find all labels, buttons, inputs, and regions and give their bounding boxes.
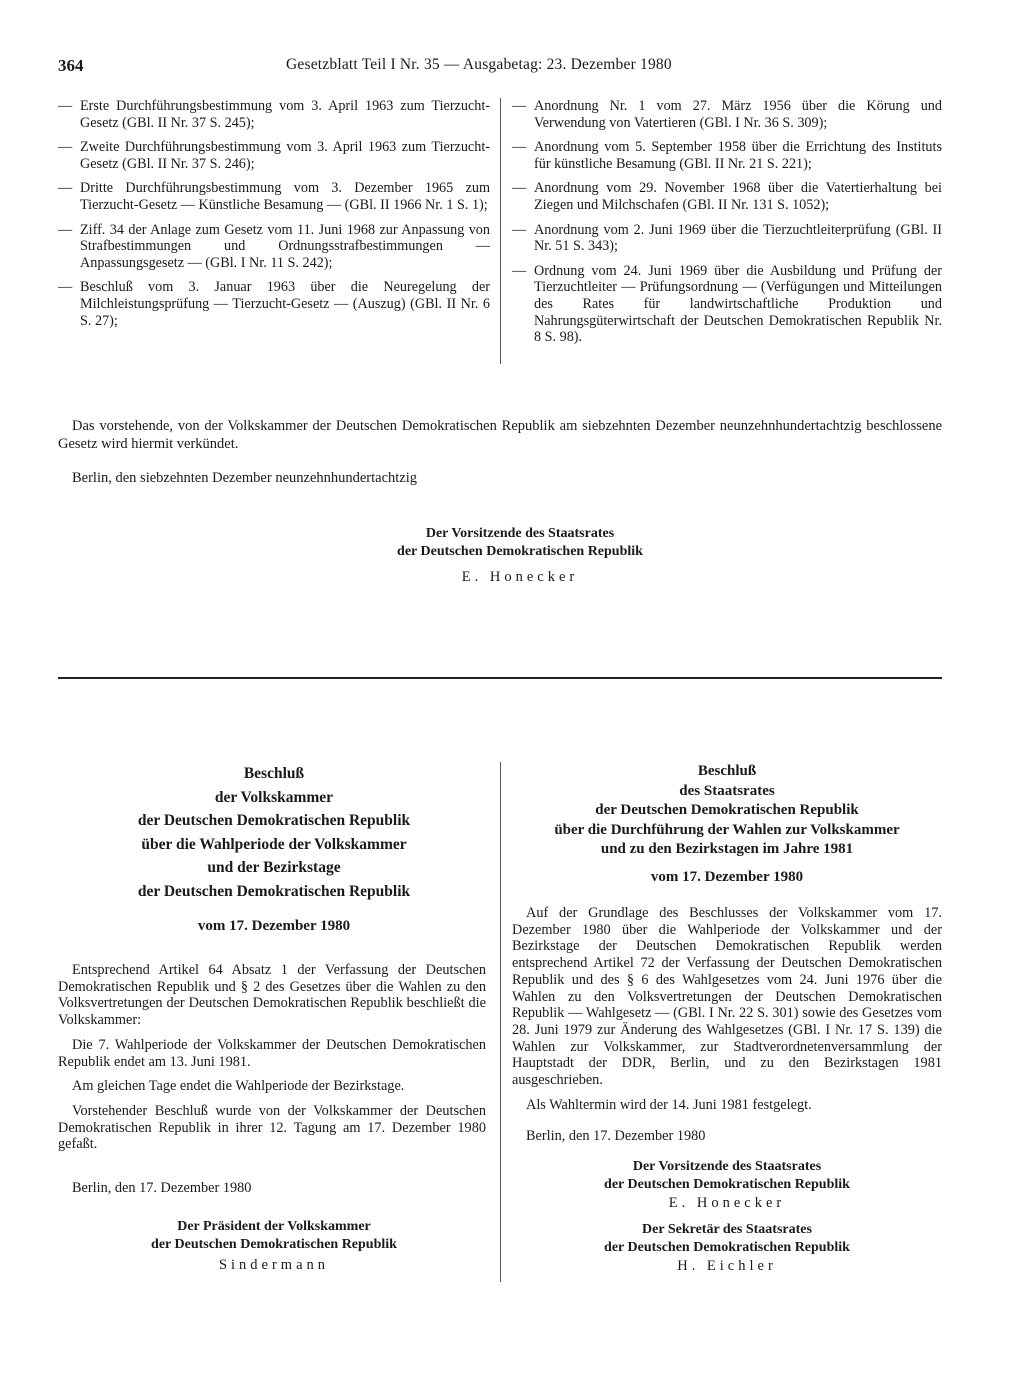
list-item: — Ordnung vom 24. Juni 1969 über die Ausbildung und Prüfung der Tierzuchtleiter — Prüfungsordnung — (Verfügungen und Mitteilungen des Rates für landwirtschaftliche Produktion und Nahrungsgüterwirtschaft der Deutschen Demokratischen Republik Nr. 8 S. 98). <box>512 262 942 346</box>
page-number: 364 <box>58 56 84 75</box>
running-head: Gesetzblatt Teil I Nr. 35 — Ausgabetag: 23. Dezember 1980 <box>286 56 672 73</box>
column-divider-top <box>500 98 501 364</box>
list-item: — Dritte Durchführungsbestimmung vom 3. Dezember 1965 zum Tierzucht-Gesetz — Künstliche Besamung — (GBl. II 1966 Nr. 1 S. 1); <box>58 180 490 213</box>
proclamation-place-date: Berlin, den siebzehnten Dezember neunzehnhundertachtzig <box>72 470 418 486</box>
list-item: — Anordnung vom 2. Juni 1969 über die Tierzuchtleiterprüfung (GBl. II Nr. 51 S. 343); <box>512 221 942 255</box>
column-divider-bottom <box>500 762 501 1282</box>
left-decision-date: vom 17. Dezember 1980 <box>197 918 351 934</box>
left-decision-place-date: Berlin, den 17. Dezember 1980 <box>72 1180 252 1196</box>
right-decision-signer2-title: Der Sekretär des Staatsrates der Deutschen Demokratischen Republik <box>604 1222 850 1255</box>
right-decision-date: vom 17. Dezember 1980 <box>650 869 804 885</box>
section-divider <box>58 677 942 679</box>
list-item: — Zweite Durchführungsbestimmung vom 3. April 1963 zum Tierzucht-Gesetz (GBl. II Nr. 37 S. 246); <box>58 139 490 172</box>
left-decision-signer-title: Der Präsident der Volkskammer der Deutschen Demokratischen Republik <box>151 1219 397 1252</box>
proclamation-signer-title: Der Vorsitzende des Staatsrates der Deutschen Demokratischen Republik <box>397 526 643 559</box>
left-decision-body: Entsprechend Artikel 64 Absatz 1 der Verfassung der Deutschen Demokratischen Republik und § 2 des Gesetzes über die Wahlen zu den Volksvertretungen der Deutschen Demokratischen Republik beschließt die Volkskammer: Die 7. Wahlperiode der Volkskammer der Deutschen Demokratischen Republik endet am 13. Juni 1981. Am gleichen Tage endet die Wahlperiode der Bezirkstage. Vorstehender Beschluß wurde von der Volkskammer der Deutschen Demokratischen Republik in ihrer 12. Tagung am 17. Dezember 1980 gefaßt. <box>58 962 486 1153</box>
list-item: — Anordnung Nr. 1 vom 27. März 1956 über die Körung und Verwendung von Vatertieren (GBl. I Nr. 36 S. 309); <box>512 98 942 131</box>
left-decision-title: Beschluß der Volkskammer der Deutschen Demokratischen Republik über die Wahlperiode der Volkskammer und der Bezirkstage der Deutschen Demokratischen Republik <box>137 765 411 900</box>
right-decision-signer2-name: H. Eichler <box>677 1258 777 1274</box>
list-item: — Beschluß vom 3. Januar 1963 über die Neuregelung der Milchleistungsprüfung — Tierzucht-Gesetz — (Auszug) (GBl. II Nr. 6 S. 27); <box>58 279 490 329</box>
list-item: — Anordnung vom 5. September 1958 über die Errichtung des Instituts für künstliche Besamung (GBl. II Nr. 21 S. 221); <box>512 139 942 172</box>
right-decision-body: Auf der Grundlage des Beschlusses der Volkskammer vom 17. Dezember 1980 über die Wahlperiode der Volkskammer und der Bezirkstage der Deutschen Demokratischen Republik werden entsprechend Artikel 72 der Verfassung der Deutschen Demokratischen Republik und des § 6 des Wahlgesetzes vom 24. Juni 1976 über die Wahlen zu den Volksvertretungen der Deutschen Demokratischen Republik — Wahlgesetz — (GBl. I Nr. 22 S. 301) sowie des Gesetzes vom 28. Juni 1979 zur Änderung des Wahlgesetzes (GBl. I Nr. 17 S. 139) die Wahlen zur Volkskammer, zur Stadtverordnetenversammlung der Hauptstadt der DDR, Berlin, und zu den Bezirkstagen 1981 ausgeschrieben. Als Wahltermin wird der 14. Juni 1981 festgelegt. <box>512 905 942 1113</box>
list-item: — Ziff. 34 der Anlage zum Gesetz vom 11. Juni 1968 zur Anpassung von Strafbestimmungen und Ordnungsstrafbestimmungen — Anpassungsgesetz — (GBl. I Nr. 11 S. 242); <box>58 221 490 271</box>
right-decision-place-date: Berlin, den 17. Dezember 1980 <box>526 1128 706 1144</box>
left-decision-signer-name: Sindermann <box>218 1257 330 1273</box>
right-decision-signer1-title: Der Vorsitzende des Staatsrates der Deutschen Demokratischen Republik <box>604 1159 850 1192</box>
repealed-list-right <box>512 98 942 354</box>
proclamation-signer-name: E. Honecker <box>461 569 579 585</box>
list-item: — Erste Durchführungsbestimmung vom 3. April 1963 zum Tierzucht-Gesetz (GBl. II Nr. 37 S. 245); <box>58 98 490 131</box>
right-decision-signer1-name: E. Honecker <box>668 1195 786 1211</box>
proclamation-text: Das vorstehende, von der Volkskammer der Deutschen Demokratischen Republik am siebzehnten Dezember neunzehnhundertachtzig beschlossene Gesetz wird hiermit verkündet. <box>58 418 942 452</box>
repealed-list-left <box>58 98 490 337</box>
list-item: — Anordnung vom 29. November 1968 über die Vatertierhaltung bei Ziegen und Milchschafen (GBl. II Nr. 131 S. 1052); <box>512 180 942 213</box>
right-decision-title: Beschluß des Staatsrates der Deutschen Demokratischen Republik über die Durchführung der Wahlen zur Volkskammer und zu den Bezirkstagen im Jahre 1981 <box>554 763 900 857</box>
